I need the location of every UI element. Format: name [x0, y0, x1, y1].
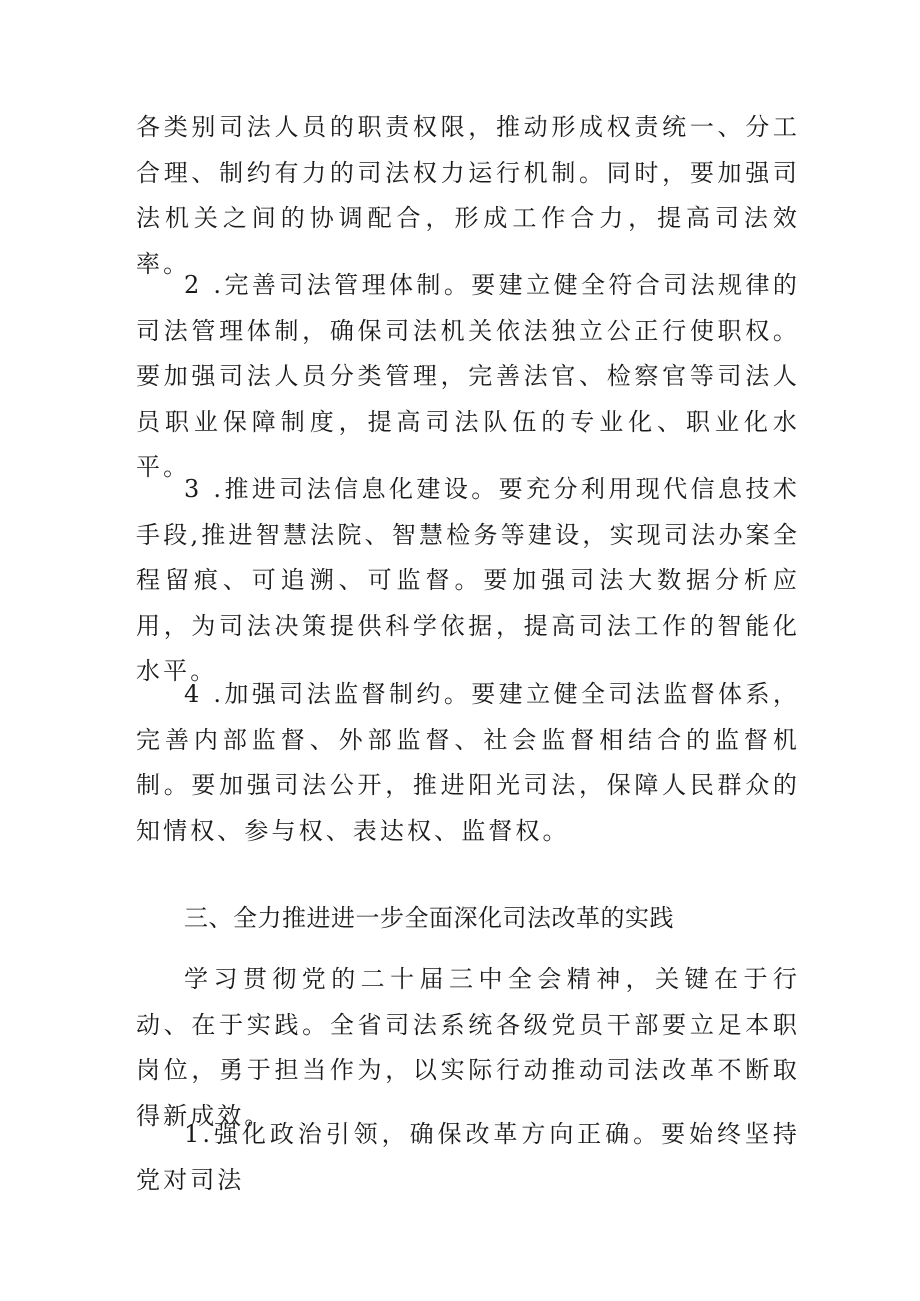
paragraph-item-2: 2 .完善司法管理体制。要建立健全符合司法规律的司法管理体制，确保司法机关依法独立公正行使职权。要加强司法人员分类管理，完善法官、检察官等司法人员职业保障制度，提高司法队伍的专业化、职业化水平。 [136, 271, 800, 481]
paragraph-item-4: 4 .加强司法监督制约。要建立健全司法监督体系，完善内部监督、外部监督、社会监督相结合的监督机制。要加强司法公开，推进阳光司法，保障人民群众的知情权、参与权、表达权、监督权。 [136, 680, 800, 845]
section-heading: 三、全力推进进一步全面深化司法改革的实践 [184, 904, 674, 932]
paragraph-continued: 各类别司法人员的职责权限，推动形成权责统一、分工合理、制约有力的司法权力运行机制。同时，要加强司法机关之间的协调配合，形成工作合力，提高司法效率。 [136, 113, 800, 278]
paragraph-item-3: 3 .推进司法信息化建设。要充分利用现代信息技术手段,推进智慧法院、智慧检务等建设，实现司法办案全程留痕、可追溯、可监督。要加强司法大数据分析应用，为司法决策提供科学依据，提高司法工作的智能化水平。 [136, 475, 800, 685]
section-intro-paragraph: 学习贯彻党的二十届三中全会精神，关键在于行动、在于实践。全省司法系统各级党员干部要立足本职岗位，勇于担当作为，以实际行动推动司法改革不断取得新成效。 [136, 965, 800, 1130]
section-item-1-paragraph: 1.强化政治引领，确保改革方向正确。要始终坚持党对司法 [136, 1120, 800, 1194]
